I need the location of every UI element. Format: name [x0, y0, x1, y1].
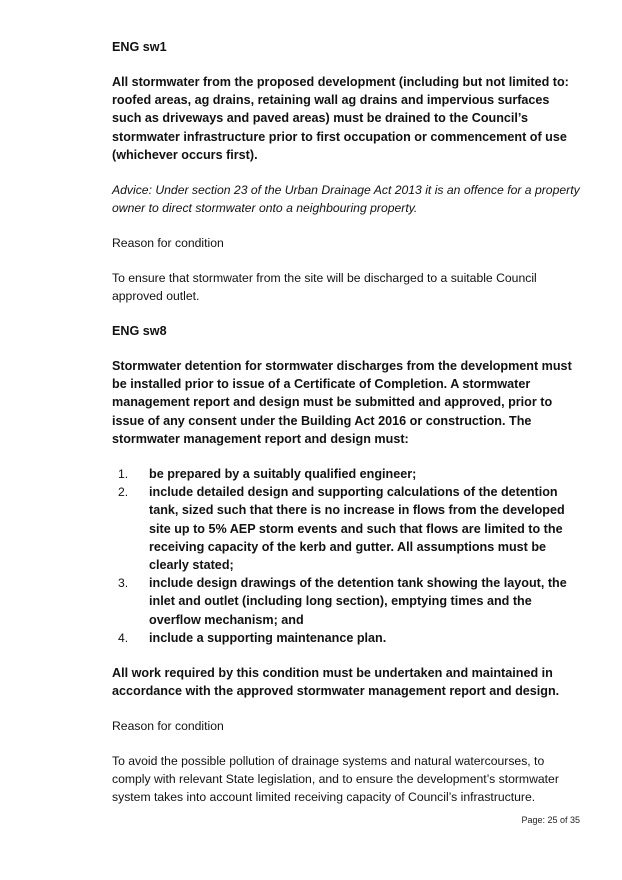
list-item — [112, 483, 582, 574]
list-item — [112, 465, 582, 483]
list-item — [112, 629, 582, 647]
list-item-text: be prepared by a suitably qualified engineer; — [149, 467, 417, 482]
condition-heading-sw8: ENG sw8 — [112, 324, 167, 339]
list-item — [112, 574, 582, 629]
list-item-number: 1. — [118, 467, 129, 482]
list-item-number: 3. — [118, 576, 129, 591]
condition-heading-sw1: ENG sw1 — [112, 40, 167, 54]
reason-label-sw8: Reason for condition — [112, 719, 224, 734]
advice-text-sw1: Advice: Under section 23 of the Urban Drainage Act 2013 it is an offence for a property owner to direct stormwater onto a neighbouring property. — [112, 183, 580, 216]
page-number: Page: 25 of 35 — [521, 815, 580, 825]
closing-text-sw8: All work required by this condition must be undertaken and maintained in accordance with the approved stormwater management report and design. — [112, 666, 560, 699]
condition-text-sw1: All stormwater from the proposed development (including but not limited to: roofed areas, ag drains, retaining wall ag drains and impervious surfaces such as driveways and paved areas) must be drained to the Council’s stormwater infrastructure prior to first occupation or commencement of use (whichever occurs first). — [112, 75, 569, 162]
condition-text-sw8: Stormwater detention for stormwater discharges from the development must be installed prior to issue of a Certificate of Completion. A stormwater management report and design must be submitted and approved, prior to issue of any consent under the Building Act 2016 or construction. The stormwater management report and design must: — [112, 359, 572, 446]
list-item-text: include a supporting maintenance plan. — [149, 630, 387, 645]
list-item-text: include detailed design and supporting calculations of the detention tank, sized such that there is no increase in flows from the developed site up to 5% AEP storm events and such that flows are limited to the receiving capacity of the kerb and gutter. All assumptions must be clearly stated; — [149, 485, 565, 573]
document-body — [112, 38, 582, 823]
requirements-list — [112, 465, 582, 647]
list-item-number: 2. — [118, 485, 129, 500]
reason-text-sw1: To ensure that stormwater from the site will be discharged to a suitable Council approved outlet. — [112, 271, 537, 304]
reason-label-sw1: Reason for condition — [112, 236, 224, 251]
list-item-number: 4. — [118, 630, 129, 645]
reason-text-sw8: To avoid the possible pollution of drainage systems and natural watercourses, to comply with relevant State legislation, and to ensure the development’s stormwater system takes into account limited receiving capacity of Council’s infrastructure. — [112, 754, 559, 805]
list-item-text: include design drawings of the detention tank showing the layout, the inlet and outlet (including long section), emptying times and the overflow mechanism; and — [149, 576, 567, 627]
